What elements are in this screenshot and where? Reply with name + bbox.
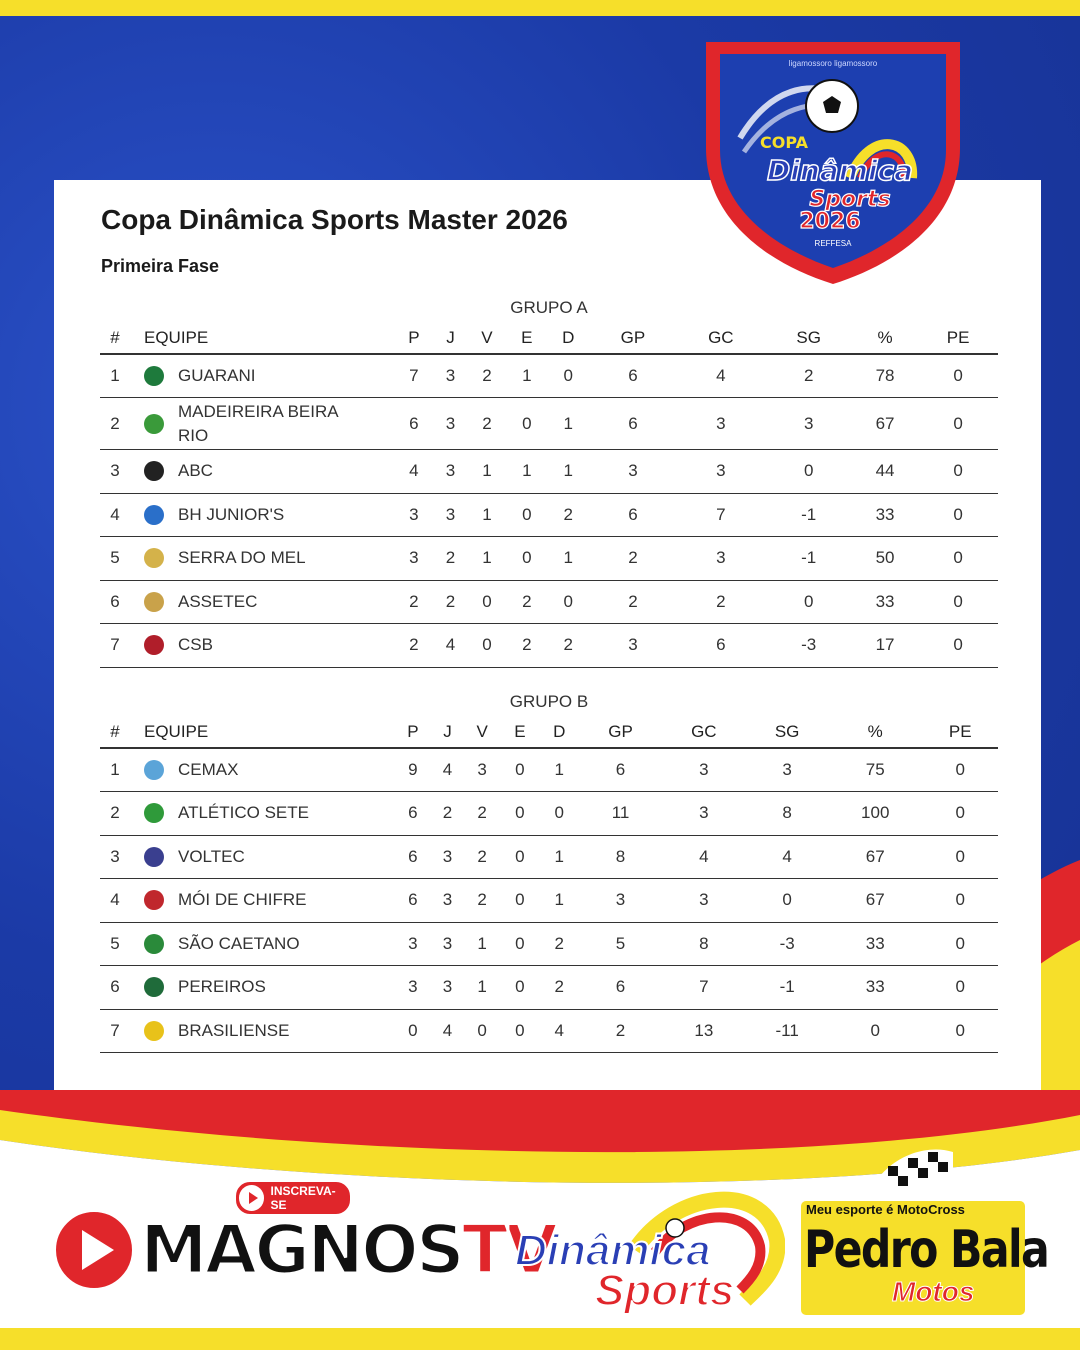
- team-cell: [130, 398, 394, 450]
- cell-e: 0: [501, 748, 539, 792]
- crest-sports: Sports: [809, 187, 891, 212]
- col-gc: GC: [676, 323, 766, 354]
- col-p: P: [394, 323, 434, 354]
- cell-gp: 6: [580, 966, 662, 1010]
- group-title: GRUPO B: [509, 692, 589, 711]
- cell-e: 0: [501, 879, 539, 923]
- col-v: V: [463, 717, 501, 748]
- cell-d: 1: [547, 537, 590, 581]
- team-crest-icon: [144, 592, 164, 612]
- cell-v: 0: [467, 580, 507, 624]
- cell-d: 4: [539, 1009, 580, 1053]
- team-cell: [130, 792, 394, 836]
- magnos-text: MAGNOS: [140, 1210, 462, 1290]
- cell-d: 0: [539, 792, 580, 836]
- cell-sg: 3: [766, 398, 852, 450]
- cell-sg: -1: [766, 493, 852, 537]
- cell-j: 3: [434, 493, 467, 537]
- cell-pe: 0: [922, 879, 998, 923]
- cell-d: 1: [547, 398, 590, 450]
- team-crest-icon: [144, 934, 164, 954]
- cell-p: 0: [394, 1009, 432, 1053]
- cell-j: 4: [434, 624, 467, 668]
- col-sg: SG: [766, 323, 852, 354]
- table-row: [100, 354, 998, 398]
- team-name: ATLÉTICO SETE: [178, 803, 309, 823]
- pedro-bala-name: Pedro Bala: [804, 1220, 1049, 1280]
- table-row: [100, 493, 998, 537]
- cell-e: 2: [507, 580, 547, 624]
- cell-pe: 0: [918, 354, 998, 398]
- crest-year: 2026: [799, 209, 861, 234]
- team-cell: [130, 493, 394, 537]
- team-cell: [130, 835, 394, 879]
- magnos-tv-logo: [52, 1208, 555, 1292]
- cell-pos: 7: [100, 624, 130, 668]
- team-crest-icon: [144, 414, 164, 434]
- cell-sg: 8: [746, 792, 828, 836]
- cell-pe: 0: [918, 624, 998, 668]
- cell-v: 0: [463, 1009, 501, 1053]
- cell-pe: 0: [922, 835, 998, 879]
- cell-pos: 1: [100, 354, 130, 398]
- cell-v: 1: [467, 537, 507, 581]
- cell-v: 1: [467, 450, 507, 494]
- cell-d: 2: [547, 624, 590, 668]
- cell-p: 2: [394, 624, 434, 668]
- cell-e: 2: [507, 624, 547, 668]
- cell-j: 3: [434, 450, 467, 494]
- cell-p: 3: [394, 493, 434, 537]
- cell-v: 1: [467, 493, 507, 537]
- cell-gc: 3: [676, 537, 766, 581]
- col-e: E: [507, 323, 547, 354]
- col-j: J: [432, 717, 464, 748]
- cell-gc: 6: [676, 624, 766, 668]
- cell-j: 3: [432, 966, 464, 1010]
- cell-pe: 0: [922, 922, 998, 966]
- team-crest-icon: [144, 548, 164, 568]
- col-gp: GP: [590, 323, 676, 354]
- col-team: EQUIPE: [130, 717, 394, 748]
- team-name: CEMAX: [178, 760, 239, 779]
- pedro-bala-slogan: Meu esporte é MotoCross: [806, 1202, 965, 1217]
- team-crest-icon: [144, 847, 164, 867]
- cell-sg: -1: [746, 966, 828, 1010]
- cell-pos: 7: [100, 1009, 130, 1053]
- cell-sg: 3: [746, 748, 828, 792]
- team-cell: [130, 879, 394, 923]
- cell-sg: 0: [746, 879, 828, 923]
- cell-v: 2: [467, 354, 507, 398]
- table-row: [100, 450, 998, 494]
- sports-text: Sports: [595, 1266, 735, 1315]
- cell-pos: 2: [100, 398, 130, 450]
- cell-e: 0: [501, 1009, 539, 1053]
- cell-j: 4: [432, 1009, 464, 1053]
- cell-e: 0: [507, 493, 547, 537]
- team-cell: [130, 537, 394, 581]
- team-name: SERRA DO MEL: [178, 548, 306, 568]
- top-stripe: [0, 0, 1080, 16]
- cell-j: 3: [432, 922, 464, 966]
- cell-pe: 0: [922, 748, 998, 792]
- table-row: [100, 835, 998, 879]
- cell-gc: 3: [661, 792, 746, 836]
- cell-pct: 33: [828, 922, 922, 966]
- tournament-crest-logo: [700, 28, 966, 290]
- col-pos: #: [100, 717, 130, 748]
- team-name: BRASILIENSE: [178, 1020, 290, 1040]
- team-crest-icon: [144, 366, 164, 386]
- cell-pct: 100: [828, 792, 922, 836]
- table-row: [100, 922, 998, 966]
- standings-table: [100, 717, 998, 1053]
- col-pe: PE: [918, 323, 998, 354]
- team-name: MADEIREIRA BEIRA RIO: [178, 401, 338, 445]
- table-row: [100, 624, 998, 668]
- cell-gp: 3: [590, 624, 676, 668]
- cell-p: 4: [394, 450, 434, 494]
- pedro-bala-motos: Motos: [892, 1276, 975, 1307]
- col-pos: #: [100, 323, 130, 354]
- page-title: Copa Dinâmica Sports Master 2026: [101, 204, 568, 235]
- team-crest-icon: [144, 760, 164, 780]
- cell-d: 1: [539, 879, 580, 923]
- cell-gc: 3: [676, 398, 766, 450]
- team-cell: [130, 624, 394, 668]
- team-name: ASSETEC: [178, 591, 258, 611]
- cell-pos: 1: [100, 748, 130, 792]
- standings-table: [100, 323, 998, 668]
- cell-p: 3: [394, 537, 434, 581]
- cell-pe: 0: [922, 1009, 998, 1053]
- col-gc: GC: [661, 717, 746, 748]
- cell-gp: 8: [580, 835, 662, 879]
- cell-gc: 3: [661, 748, 746, 792]
- standings-card: [54, 180, 1041, 1090]
- phase-label: Primeira Fase: [101, 256, 220, 276]
- cell-j: 2: [434, 537, 467, 581]
- cell-sg: 0: [766, 580, 852, 624]
- cell-d: 2: [539, 922, 580, 966]
- cell-p: 6: [394, 835, 432, 879]
- table-row: [100, 1009, 998, 1053]
- subscribe-label: INSCREVA-SE: [270, 1184, 336, 1212]
- cell-gp: 6: [590, 398, 676, 450]
- tv-text: TV: [461, 1210, 555, 1290]
- team-name: GUARANI: [178, 366, 256, 385]
- cell-d: 1: [539, 835, 580, 879]
- crest-org: REFFESA: [814, 239, 852, 248]
- cell-j: 2: [432, 792, 464, 836]
- group-b: [100, 687, 998, 1053]
- cell-v: 2: [463, 792, 501, 836]
- table-row: [100, 537, 998, 581]
- cell-pe: 0: [918, 493, 998, 537]
- cell-pos: 2: [100, 792, 130, 836]
- col-v: V: [467, 323, 507, 354]
- cell-j: 4: [432, 748, 464, 792]
- team-name: CSB: [178, 635, 213, 655]
- cell-p: 3: [394, 922, 432, 966]
- cell-pe: 0: [918, 450, 998, 494]
- col-p: P: [394, 717, 432, 748]
- cell-pos: 5: [100, 537, 130, 581]
- cell-pos: 4: [100, 879, 130, 923]
- cell-e: 0: [501, 922, 539, 966]
- cell-gc: 8: [661, 922, 746, 966]
- cell-pct: 75: [828, 748, 922, 792]
- team-cell: [130, 922, 394, 966]
- cell-gc: 4: [661, 835, 746, 879]
- cell-e: 0: [501, 835, 539, 879]
- cell-pct: 33: [852, 493, 918, 537]
- cell-pos: 5: [100, 922, 130, 966]
- cell-e: 1: [507, 354, 547, 398]
- cell-d: 2: [547, 493, 590, 537]
- cell-v: 2: [463, 879, 501, 923]
- cell-pos: 3: [100, 450, 130, 494]
- checkered-flag-icon: [858, 1144, 958, 1200]
- cell-e: 0: [501, 792, 539, 836]
- cell-gc: 7: [676, 493, 766, 537]
- cell-v: 1: [463, 966, 501, 1010]
- cell-p: 2: [394, 580, 434, 624]
- cell-p: 3: [394, 966, 432, 1010]
- cell-gp: 6: [590, 493, 676, 537]
- cell-sg: -1: [766, 537, 852, 581]
- col-pct: %: [852, 323, 918, 354]
- cell-pct: 17: [852, 624, 918, 668]
- team-crest-icon: [144, 1021, 164, 1041]
- cell-pct: 50: [852, 537, 918, 581]
- team-name: MÓI DE CHIFRE: [178, 890, 307, 910]
- cell-pos: 4: [100, 493, 130, 537]
- cell-v: 3: [463, 748, 501, 792]
- cell-gc: 3: [661, 879, 746, 923]
- cell-e: 1: [507, 450, 547, 494]
- cell-pe: 0: [922, 792, 998, 836]
- cell-gp: 6: [590, 354, 676, 398]
- bottom-stripe: [0, 1328, 1080, 1350]
- team-name: BH JUNIOR'S: [178, 504, 285, 524]
- team-crest-icon: [144, 803, 164, 823]
- cell-gp: 2: [590, 580, 676, 624]
- cell-gc: 4: [676, 354, 766, 398]
- team-crest-icon: [144, 461, 164, 481]
- col-gp: GP: [580, 717, 662, 748]
- team-name: PEREIROS: [178, 977, 266, 997]
- cell-d: 0: [547, 580, 590, 624]
- team-cell: [130, 748, 394, 792]
- col-pe: PE: [922, 717, 998, 748]
- crest-handles: ligamossoro ligamossoro: [788, 59, 878, 68]
- group-title: GRUPO A: [510, 298, 588, 317]
- cell-gp: 11: [580, 792, 662, 836]
- cell-e: 0: [501, 966, 539, 1010]
- table-header-row: [100, 717, 998, 748]
- cell-pe: 0: [918, 537, 998, 581]
- cell-j: 3: [434, 354, 467, 398]
- team-name: SÃO CAETANO: [178, 933, 300, 953]
- col-e: E: [501, 717, 539, 748]
- cell-p: 6: [394, 879, 432, 923]
- team-crest-icon: [144, 635, 164, 655]
- cell-pct: 78: [852, 354, 918, 398]
- crest-copa: COPA: [760, 133, 808, 152]
- team-cell: [130, 354, 394, 398]
- team-cell: [130, 1009, 394, 1053]
- table-row: [100, 879, 998, 923]
- team-cell: [130, 966, 394, 1010]
- cell-sg: 2: [766, 354, 852, 398]
- cell-gc: 2: [676, 580, 766, 624]
- cell-d: 1: [547, 450, 590, 494]
- cell-v: 2: [463, 835, 501, 879]
- play-icon: [52, 1208, 136, 1292]
- cell-gc: 13: [661, 1009, 746, 1053]
- col-pct: %: [828, 717, 922, 748]
- team-name: ABC: [178, 461, 213, 481]
- cell-v: 1: [463, 922, 501, 966]
- cell-sg: -3: [746, 922, 828, 966]
- table-row: [100, 398, 998, 450]
- cell-p: 9: [394, 748, 432, 792]
- cell-pos: 3: [100, 835, 130, 879]
- cell-e: 0: [507, 537, 547, 581]
- table-header-row: [100, 323, 998, 354]
- cell-pct: 33: [828, 966, 922, 1010]
- dinamica-sports-logo: [515, 1180, 785, 1315]
- cell-gc: 3: [676, 450, 766, 494]
- cell-pct: 67: [828, 879, 922, 923]
- team-cell: [130, 450, 394, 494]
- cell-pos: 6: [100, 580, 130, 624]
- cell-gp: 2: [580, 1009, 662, 1053]
- cell-e: 0: [507, 398, 547, 450]
- col-team: EQUIPE: [130, 323, 394, 354]
- col-d: D: [539, 717, 580, 748]
- table-row: [100, 792, 998, 836]
- cell-gc: 7: [661, 966, 746, 1010]
- cell-pe: 0: [918, 398, 998, 450]
- cell-pct: 67: [828, 835, 922, 879]
- cell-pe: 0: [922, 966, 998, 1010]
- cell-v: 2: [467, 398, 507, 450]
- col-d: D: [547, 323, 590, 354]
- team-crest-icon: [144, 890, 164, 910]
- cell-j: 3: [434, 398, 467, 450]
- table-row: [100, 580, 998, 624]
- cell-pe: 0: [918, 580, 998, 624]
- cell-gp: 3: [590, 450, 676, 494]
- cell-pct: 67: [852, 398, 918, 450]
- cell-j: 3: [432, 835, 464, 879]
- pedro-bala-logo: [798, 1140, 1049, 1318]
- cell-sg: 0: [766, 450, 852, 494]
- cell-v: 0: [467, 624, 507, 668]
- cell-p: 7: [394, 354, 434, 398]
- group-a: [100, 293, 998, 668]
- cell-pct: 33: [852, 580, 918, 624]
- col-j: J: [434, 323, 467, 354]
- cell-p: 6: [394, 398, 434, 450]
- cell-sg: 4: [746, 835, 828, 879]
- cell-pos: 6: [100, 966, 130, 1010]
- table-row: [100, 966, 998, 1010]
- team-cell: [130, 580, 394, 624]
- cell-gp: 5: [580, 922, 662, 966]
- cell-j: 3: [432, 879, 464, 923]
- team-name: VOLTEC: [178, 846, 245, 866]
- sponsor-bar: [0, 1140, 1080, 1320]
- col-sg: SG: [746, 717, 828, 748]
- cell-d: 0: [547, 354, 590, 398]
- team-crest-icon: [144, 977, 164, 997]
- cell-d: 2: [539, 966, 580, 1010]
- cell-sg: -11: [746, 1009, 828, 1053]
- cell-gp: 6: [580, 748, 662, 792]
- team-crest-icon: [144, 505, 164, 525]
- cell-d: 1: [539, 748, 580, 792]
- dinamica-text: Dinâmica: [515, 1226, 711, 1275]
- cell-p: 6: [394, 792, 432, 836]
- cell-pct: 44: [852, 450, 918, 494]
- table-row: [100, 748, 998, 792]
- cell-j: 2: [434, 580, 467, 624]
- cell-gp: 3: [580, 879, 662, 923]
- cell-gp: 2: [590, 537, 676, 581]
- crest-dinamica: Dinâmica: [767, 154, 913, 187]
- cell-sg: -3: [766, 624, 852, 668]
- cell-pct: 0: [828, 1009, 922, 1053]
